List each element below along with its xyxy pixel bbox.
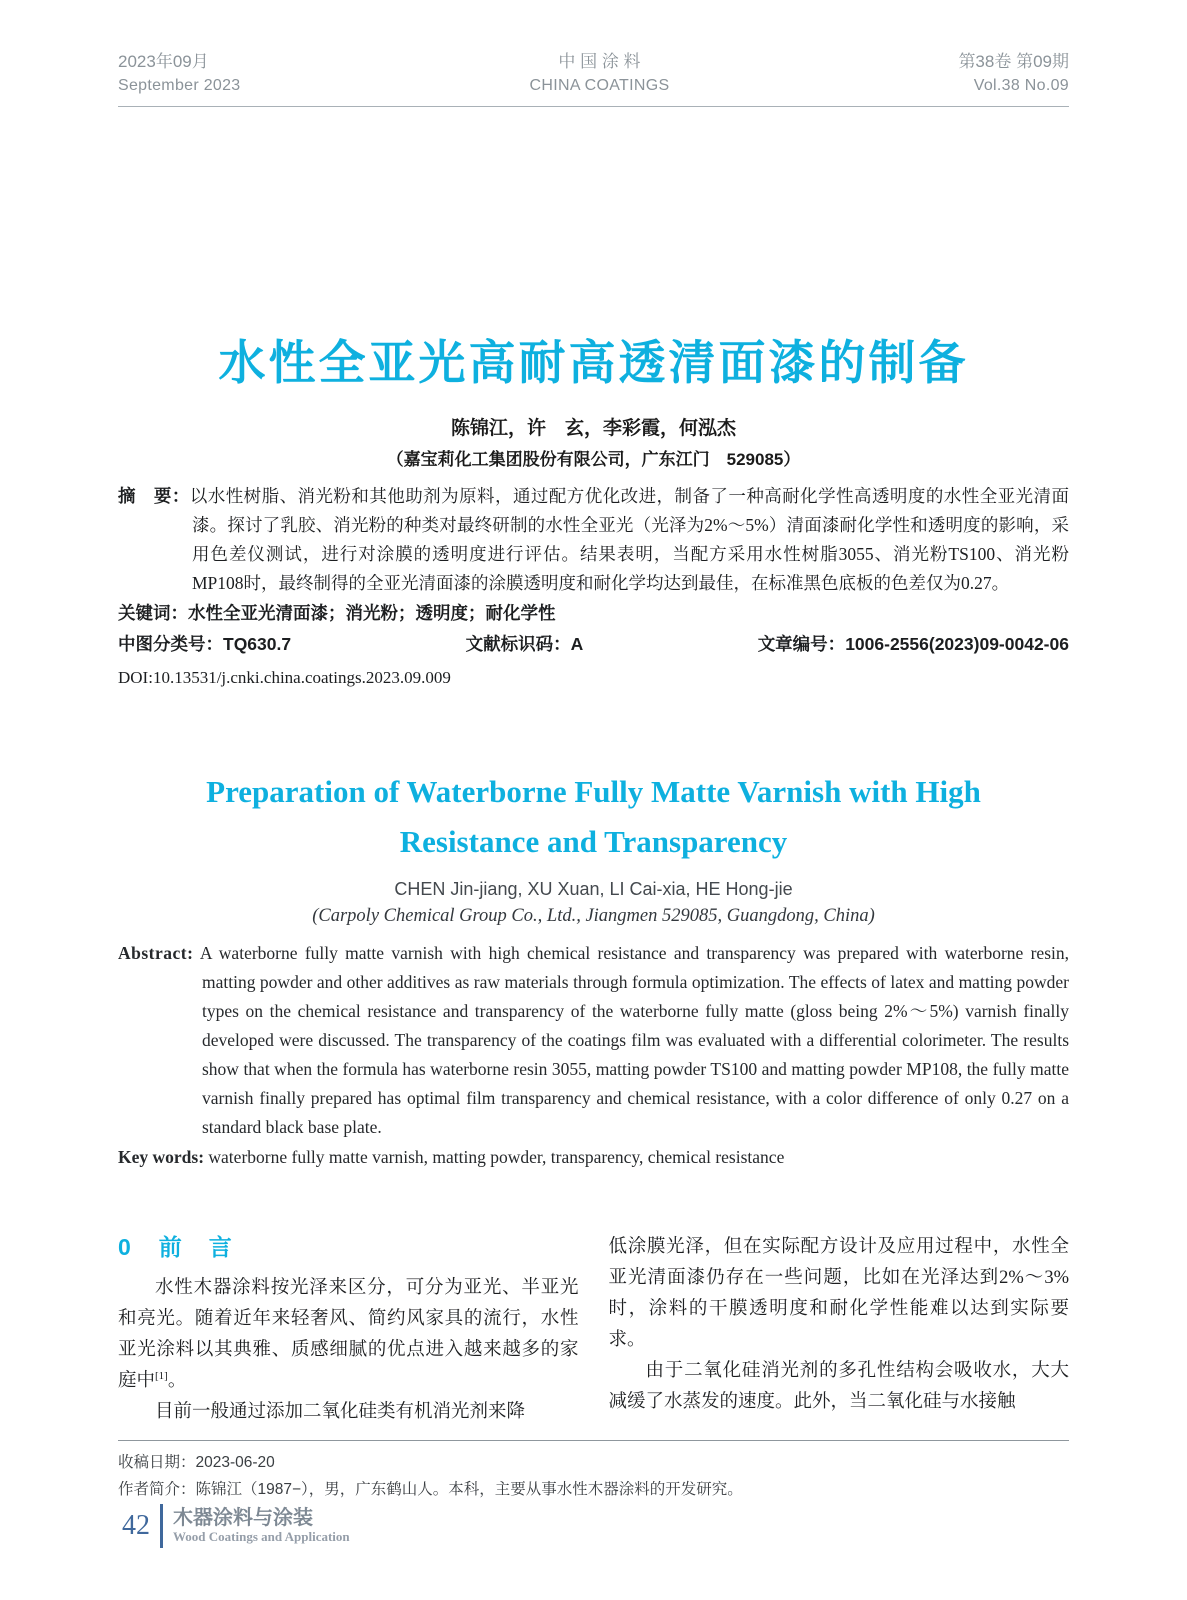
abstract-en-label: Abstract: <box>118 943 194 964</box>
citation-ref: [1] <box>155 1370 168 1383</box>
author-bio: 作者简介：陈锦江（1987−），男，广东鹤山人。本科，主要从事水性木器涂料的开发研究。 <box>118 1481 743 1499</box>
clc-number <box>118 630 291 659</box>
page-footer <box>122 1504 350 1548</box>
paper-title-cn: 水性全亚光高耐高透清面漆的制备 <box>218 336 969 389</box>
affiliation-cn: （嘉宝莉化工集团股份有限公司，广东江门 529085） <box>386 450 801 470</box>
header-journal-en: CHINA COATINGS <box>529 77 670 94</box>
document-code <box>466 630 584 659</box>
clc-value: TQ630.7 <box>223 634 292 655</box>
header-issue-cn: 第38卷 第09期 <box>958 52 1069 71</box>
abstract-cn <box>118 482 1069 598</box>
body-columns <box>118 1232 1069 1428</box>
paper-title-en: Preparation of Waterborne Fully Matte Varnish with High Resistance and Transparency <box>206 774 981 860</box>
keywords-cn-text: 水性全亚光清面漆；消光粉；透明度；耐化学性 <box>188 603 556 624</box>
header-issue <box>958 50 1069 98</box>
doi: DOI:10.13531/j.cnki.china.coatings.2023.09.009 <box>118 668 451 688</box>
paragraph: 目前一般通过添加二氧化硅类有机消光剂来降 <box>155 1402 526 1423</box>
abstract-en <box>118 939 1069 1142</box>
abstract-en-text: A waterborne fully matte varnish with high chemical resistance and transparency was prepared with waterborne resin, matting powder and other additives as raw materials through formula optimization. The effects of latex and matting powder types on the chemical resistance and transparency of the waterborne fully matte (gloss being 2%～5%) varnish finally developed were discussed. The transparency of the coatings film was evaluated with a differential colorimeter. The results show that when the formula has waterborne resin 3055, matting powder TS100 and matting powder MP108, the fully matte varnish finally prepared has optimal film transparency and chemical resistance, with a color difference of only 0.27 on a standard black base plate. <box>199 943 1069 1138</box>
keywords-en-text: waterborne fully matte varnish, matting powder, transparency, chemical resistance <box>208 1147 785 1168</box>
keywords-en-label: Key words: <box>118 1147 205 1168</box>
received-date: 收稿日期：2023-06-20 <box>118 1454 275 1472</box>
header-date-cn: 2023年09月 <box>118 52 209 71</box>
paragraph: 由于二氧化硅消光剂的多孔性结构会吸收水，大大减缓了水蒸发的速度。此外，当二氧化硅与水接触 <box>608 1361 1069 1413</box>
abstract-cn-label: 摘 要： <box>118 486 190 507</box>
footer-divider-bar <box>160 1504 163 1548</box>
authors-en: CHEN Jin-jiang, XU Xuan, LI Cai-xia, HE Hong-jie <box>394 879 793 900</box>
journal-header <box>118 50 1069 107</box>
page-number: 42 <box>122 1510 150 1541</box>
affiliation-en: (Carpoly Chemical Group Co., Ltd., Jiangmen 529085, Guangdong, China) <box>312 906 875 927</box>
keywords-cn-label: 关键词： <box>118 603 188 624</box>
body-left-column <box>118 1232 579 1428</box>
header-journal-cn: 中 国 涂 料 <box>558 52 641 71</box>
article-id-label: 文章编号： <box>757 634 846 655</box>
paragraph: 低涂膜光泽，但在实际配方设计及应用过程中，水性全亚光清面漆仍存在一些问题，比如在光泽达到2%～3%时，涂料的干膜透明度和耐化学性能难以达到实际要求。 <box>608 1237 1069 1351</box>
paragraph-text: 。 <box>167 1371 187 1392</box>
header-date-en: September 2023 <box>118 77 241 94</box>
header-journal <box>530 50 670 98</box>
header-date <box>118 50 241 98</box>
footer-section-cn: 木器涂料与涂装 <box>173 1507 313 1529</box>
authors-cn: 陈锦江，许 玄，李彩霞，何泓杰 <box>450 418 736 440</box>
footer-section-en: Wood Coatings and Application <box>173 1529 350 1544</box>
footer-journal-section <box>173 1507 350 1545</box>
classification-row <box>118 630 1069 659</box>
header-issue-en: Vol.38 No.09 <box>973 77 1069 94</box>
footnote <box>118 1440 1069 1503</box>
article-id-value: 1006-2556(2023)09-0042-06 <box>845 634 1069 655</box>
section-0-heading <box>118 1232 579 1263</box>
clc-label: 中图分类号： <box>118 634 223 655</box>
document-code-label: 文献标识码： <box>465 634 571 655</box>
section-0-number: 0 <box>118 1234 133 1261</box>
body-right-column <box>609 1232 1070 1428</box>
paragraph-text: 水性木器涂料按光泽来区分，可分为亚光、半亚光和亮光。随着近年来轻奢风、简约风家具的流行，水性亚光涂料以其典雅、质感细腻的优点进入越来越多的家庭中 <box>118 1278 579 1392</box>
document-code-value: A <box>570 634 584 655</box>
section-0-title: 前 言 <box>158 1234 234 1261</box>
article-id <box>758 630 1069 659</box>
paragraph <box>118 1273 579 1397</box>
keywords-cn <box>118 599 1069 628</box>
abstract-cn-text: 以水性树脂、消光粉和其他助剂为原料，通过配方优化改进，制备了一种高耐化学性高透明度的水性全亚光清面漆。探讨了乳胶、消光粉的种类对最终研制的水性全亚光（光泽为2%～5%）清面漆耐化学性和透明度的影响，采用色差仪测试，进行对涂膜的透明度进行评估。结果表明，当配方采用水性树脂3055、消光粉TS100、消光粉MP108时，最终制得的全亚光清面漆的涂膜透明度和耐化学均达到最佳，在标准黑色底板的色差仅为0.27。 <box>189 486 1070 594</box>
keywords-en <box>118 1143 1069 1172</box>
